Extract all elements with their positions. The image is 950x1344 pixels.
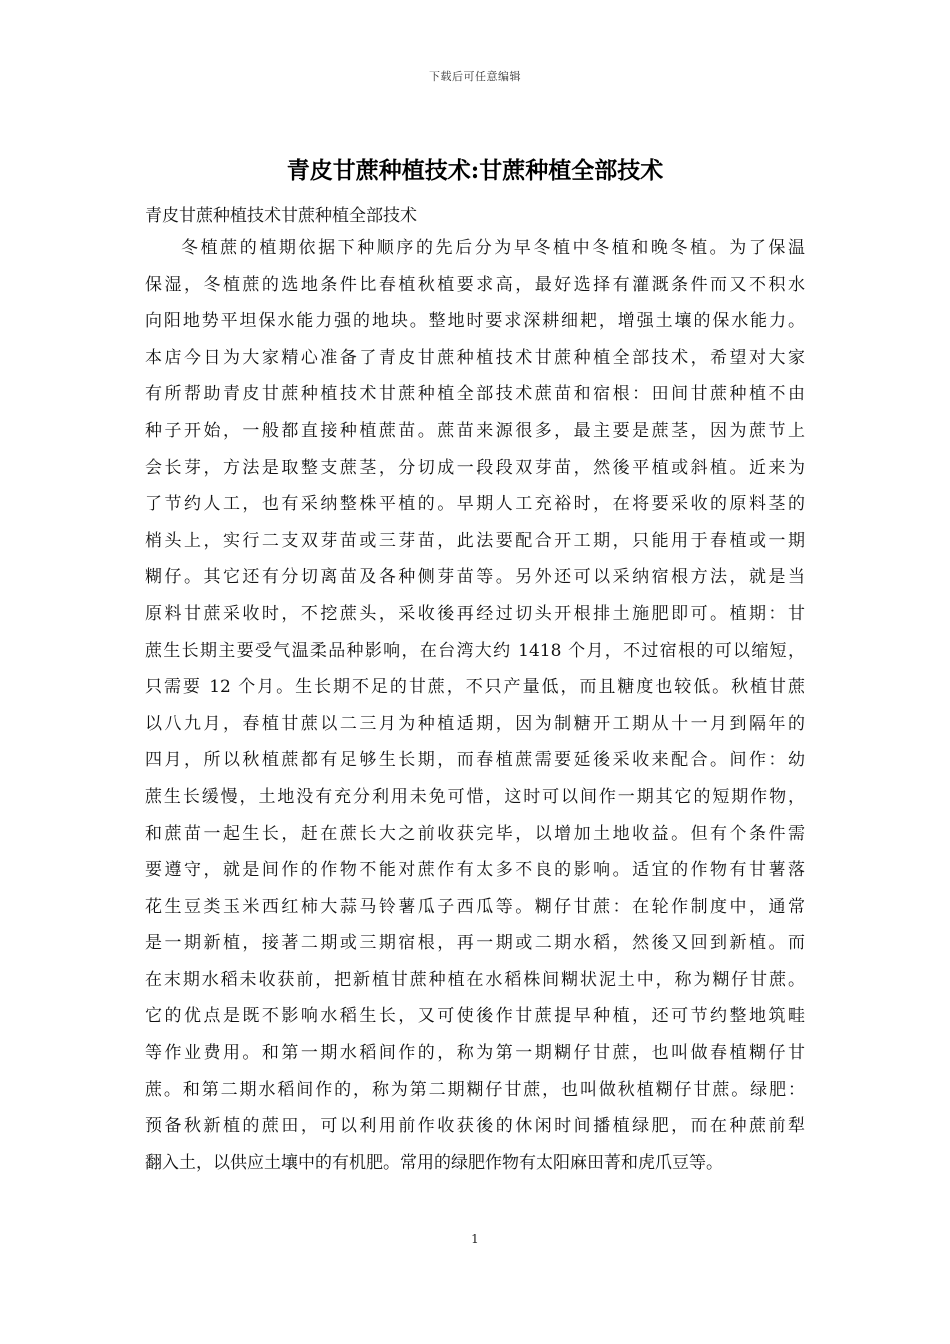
body-line: 本店今日为大家精心准备了青皮甘蔗种植技术甘蔗种植全部技术，希望对大家 — [145, 347, 805, 368]
body-line: 以八九月，春植甘蔗以二三月为种植适期，因为制糖开工期从十一月到隔年的 — [145, 713, 805, 734]
page-number: 1 — [471, 1232, 479, 1246]
body-line: 冬植蔗的植期依据下种顺序的先后分为早冬植中冬植和晚冬植。为了保温 — [181, 238, 805, 258]
body-line: 花生豆类玉米西红柿大蒜马铃薯瓜子西瓜等。糊仔甘蔗：在轮作制度中，通常 — [145, 896, 805, 917]
body-line: 要遵守，就是间作的作物不能对蔗作有太多不良的影响。适宜的作物有甘薯落 — [145, 860, 805, 881]
body-line: 蔗。和第二期水稻间作的，称为第二期糊仔甘蔗，也叫做秋植糊仔甘蔗。绿肥： — [145, 1079, 805, 1100]
body-line: 翻入土，以供应土壤中的有机肥。常用的绿肥作物有太阳麻田菁和虎爪豆等。 — [145, 1152, 723, 1173]
body-line: 四月，所以秋植蔗都有足够生长期，而春植蔗需要延後采收来配合。间作：幼 — [145, 750, 805, 771]
body-line: 了节约人工，也有采纳整株平植的。早期人工充裕时，在将要采收的原料茎的 — [145, 494, 805, 515]
header-note: 下载后可任意编辑 — [429, 70, 521, 83]
body-paragraph — [145, 230, 805, 1181]
body-line: 原料甘蔗采收时，不挖蔗头，采收後再经过切头开根排土施肥即可。植期：甘 — [145, 603, 805, 624]
body-line: 向阳地势平坦保水能力强的地块。整地时要求深耕细耙，增强土壤的保水能力。 — [145, 311, 805, 332]
body-line: 在末期水稻未收获前，把新植甘蔗种植在水稻株间糊状泥土中，称为糊仔甘蔗。 — [145, 969, 805, 990]
body-line: 保湿，冬植蔗的选地条件比春植秋植要求高，最好选择有灌溉条件而又不积水 — [145, 274, 805, 295]
body-line: 糊仔。其它还有分切离苗及各种侧芽苗等。另外还可以采纳宿根方法，就是当 — [145, 567, 805, 588]
body-line: 蔗生长缓慢，土地没有充分利用未免可惜，这时可以间作一期其它的短期作物， — [145, 786, 805, 807]
body-line: 梢头上，实行二支双芽苗或三芽苗，此法要配合开工期，只能用于春植或一期 — [145, 530, 805, 551]
body-line: 等作业费用。和第一期水稻间作的，称为第一期糊仔甘蔗，也叫做春植糊仔甘 — [145, 1043, 805, 1064]
body-line: 是一期新植，接著二期或三期宿根，再一期或二期水稻，然後又回到新植。而 — [145, 933, 805, 954]
body-line: 它的优点是既不影响水稻生长，又可使後作甘蔗提早种植，还可节约整地筑畦 — [145, 1006, 805, 1027]
body-line: 蔗生长期主要受气温柔品种影响，在台湾大约 1418 个月，不过宿根的可以缩短， — [145, 640, 805, 661]
body-line: 和蔗苗一起生长，赶在蔗长大之前收获完毕，以增加土地收益。但有个条件需 — [145, 823, 805, 844]
body-line: 种子开始，一般都直接种植蔗苗。蔗苗来源很多，最主要是蔗茎，因为蔗节上 — [145, 420, 805, 441]
body-line: 有所帮助青皮甘蔗种植技术甘蔗种植全部技术蔗苗和宿根：田间甘蔗种植不由 — [145, 384, 805, 405]
body-line: 预备秋新植的蔗田，可以利用前作收获後的休闲时间播植绿肥，而在种蔗前犁 — [145, 1116, 805, 1137]
body-line: 会长芽，方法是取整支蔗茎，分切成一段段双芽苗，然後平植或斜植。近来为 — [145, 457, 805, 478]
document-title: 青皮甘蔗种植技术:甘蔗种植全部技术 — [286, 157, 664, 184]
document-subtitle: 青皮甘蔗种植技术甘蔗种植全部技术 — [145, 206, 417, 226]
body-line: 只需要 12 个月。生长期不足的甘蔗，不只产量低，而且糖度也较低。秋植甘蔗 — [145, 677, 805, 698]
